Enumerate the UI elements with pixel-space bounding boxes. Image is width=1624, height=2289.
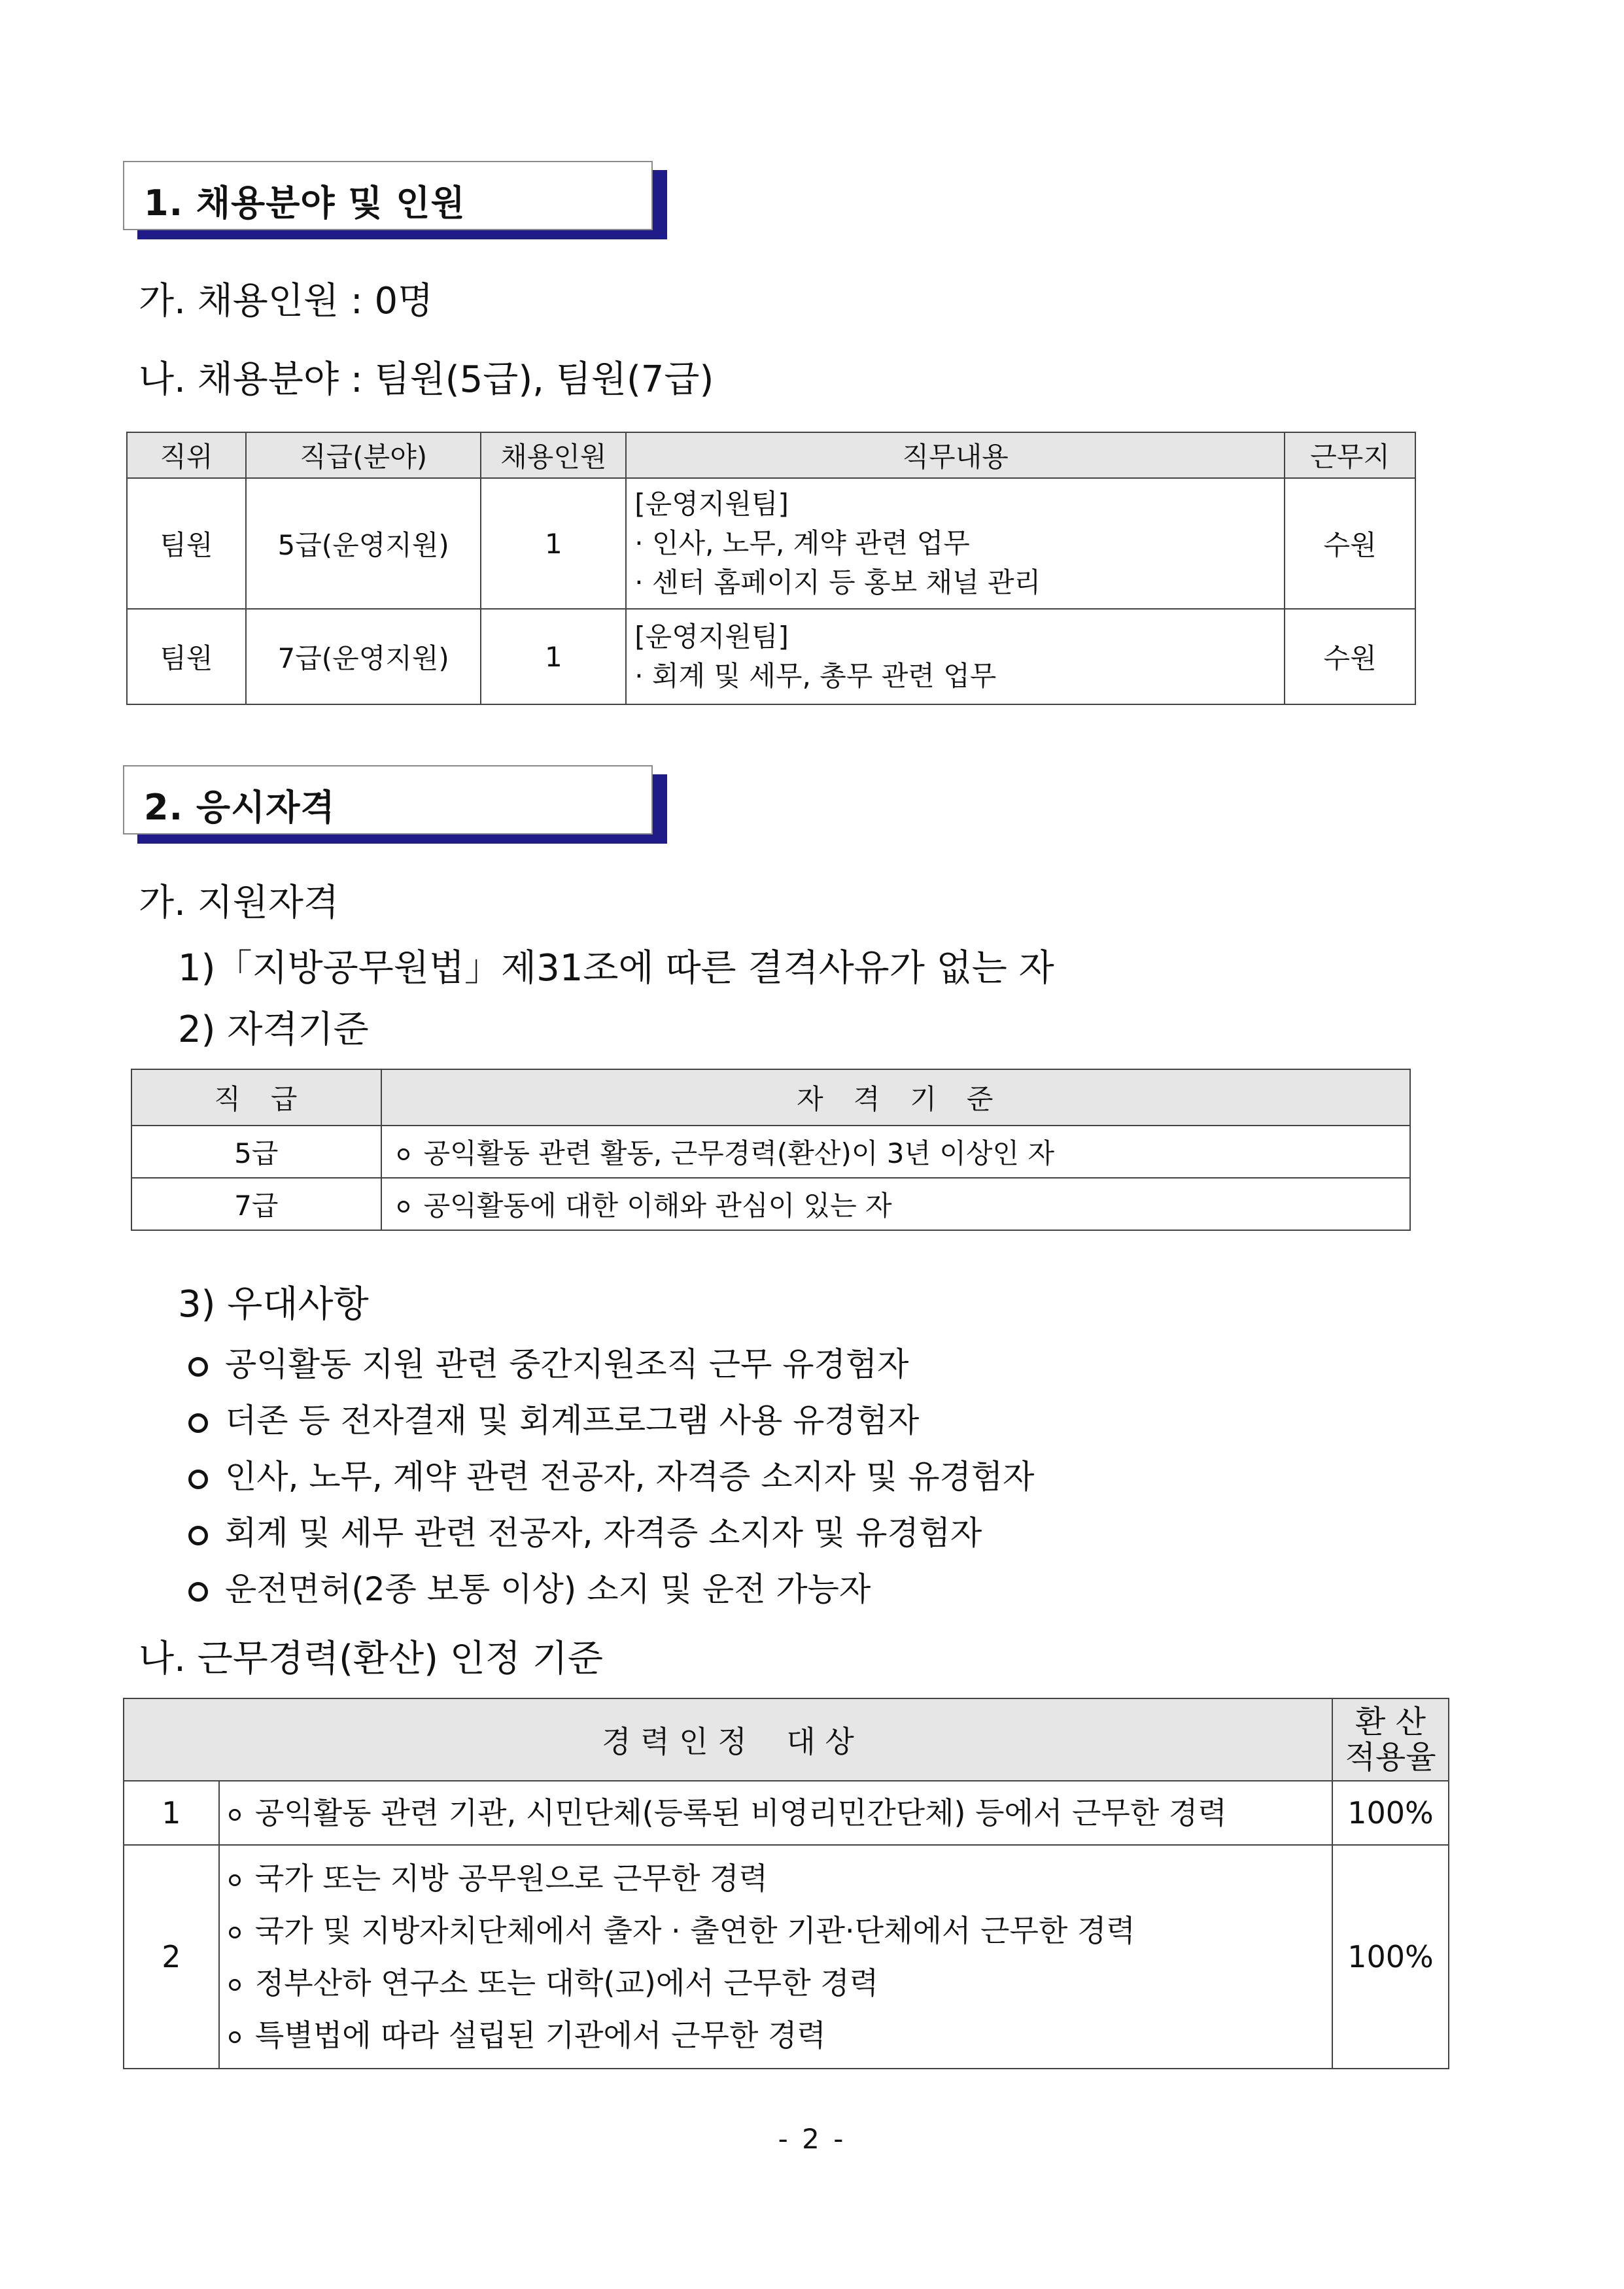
preference-item: [188, 1507, 982, 1554]
preference-text: 회계 및 세무 관련 전공자, 자격증 소지자 및 유경험자: [225, 1514, 982, 1552]
grade-cell: 5급(운영지원): [246, 478, 481, 609]
table-row: [127, 609, 1415, 704]
duty-line: · 회계 및 세무, 총무 관련 업무: [634, 660, 997, 692]
header-box: [123, 765, 653, 835]
criteria-table: [131, 1069, 1411, 1231]
duty-cell: [626, 478, 1285, 609]
preference-heading: 3) 우대사항: [178, 1283, 369, 1326]
duty-line: [운영지원팀]: [634, 621, 789, 653]
count-cell: 1: [481, 609, 626, 704]
qualification-heading: 가. 지원자격: [139, 882, 339, 924]
criteria-text: 공익활동 관련 활동, 근무경력(환산)이 3년 이상인 자: [423, 1137, 1055, 1169]
table-row: [131, 1178, 1410, 1230]
section-2-title: 2. 응시자격: [144, 787, 336, 828]
col-header: 자 격 기 준: [381, 1069, 1410, 1126]
rate-header-line: 적용율: [1345, 1739, 1436, 1776]
career-line: [229, 1904, 1332, 1957]
circle-bullet-icon: [188, 1413, 208, 1433]
preference-text: 더존 등 전자결재 및 회계프로그램 사용 유경험자: [225, 1402, 920, 1439]
circle-bullet-icon: [398, 1201, 409, 1213]
career-heading: 나. 근무경력(환산) 인정 기준: [139, 1638, 603, 1680]
career-text: 특별법에 따라 설립된 기관에서 근무한 경력: [254, 2018, 826, 2053]
col-header: 직급(분야): [246, 432, 481, 478]
section-1-header: [123, 161, 653, 230]
circle-bullet-icon: [229, 2031, 241, 2043]
duty-line: · 인사, 노무, 계약 관련 업무: [634, 527, 970, 559]
career-line: [229, 2009, 1332, 2061]
col-header: 경 력 인 정 대 상: [124, 1698, 1332, 1781]
table-row: [124, 1845, 1449, 2069]
career-text: 정부산하 연구소 또는 대학(교)에서 근무한 경력: [254, 1965, 879, 2001]
recruit-field: 나. 채용분야 : 팀원(5급), 팀원(7급): [139, 358, 714, 401]
preference-item: [188, 1563, 871, 1610]
circle-bullet-icon: [229, 1927, 241, 1938]
rate-header-line: 환 산: [1355, 1704, 1426, 1740]
career-text: 공익활동 관련 기관, 시민단체(등록된 비영리민간단체) 등에서 근무한 경력: [254, 1795, 1227, 1831]
row-number: 1: [124, 1781, 219, 1845]
circle-bullet-icon: [229, 1874, 241, 1886]
career-cell: [219, 1781, 1332, 1845]
career-line: [229, 1852, 1332, 1904]
position-cell: 팀원: [127, 609, 246, 704]
career-table: [123, 1698, 1449, 2069]
col-header: 직무내용: [626, 432, 1285, 478]
table-row: [124, 1781, 1449, 1845]
circle-bullet-icon: [188, 1582, 208, 1602]
table-row: [127, 478, 1415, 609]
circle-bullet-icon: [188, 1357, 208, 1377]
preference-text: 공익활동 지원 관련 중간지원조직 근무 유경험자: [225, 1345, 909, 1383]
qualification-item-1: 1)「지방공무원법」제31조에 따른 결격사유가 없는 자: [178, 947, 1054, 990]
preference-item: [188, 1451, 1034, 1498]
table-header-row: [127, 432, 1415, 478]
circle-bullet-icon: [398, 1148, 409, 1160]
career-cell: [219, 1845, 1332, 2069]
rate-cell: 100%: [1332, 1845, 1449, 2069]
career-text: 국가 또는 지방 공무원으로 근무한 경력: [254, 1861, 768, 1896]
grade-cell: 5급: [131, 1126, 381, 1178]
count-cell: 1: [481, 478, 626, 609]
criteria-text: 공익활동에 대한 이해와 관심이 있는 자: [423, 1190, 892, 1222]
place-cell: 수원: [1285, 478, 1415, 609]
preference-item: [188, 1394, 919, 1441]
career-line: [229, 1787, 1332, 1839]
qualification-item-2: 2) 자격기준: [178, 1008, 369, 1051]
preference-text: 운전면허(2종 보통 이상) 소지 및 운전 가능자: [225, 1570, 871, 1608]
duty-cell: [626, 609, 1285, 704]
duty-line: · 센터 홈페이지 등 홍보 채널 관리: [634, 566, 1041, 598]
preference-item: [188, 1338, 908, 1385]
preference-text: 인사, 노무, 계약 관련 전공자, 자격증 소지자 및 유경험자: [225, 1458, 1035, 1496]
grade-cell: 7급: [131, 1178, 381, 1230]
place-cell: 수원: [1285, 609, 1415, 704]
circle-bullet-icon: [229, 1809, 241, 1821]
career-text: 국가 및 지방자치단체에서 출자 · 출연한 기관·단체에서 근무한 경력: [254, 1913, 1135, 1948]
position-cell: 팀원: [127, 478, 246, 609]
col-header: 근무지: [1285, 432, 1415, 478]
table-header-row: [131, 1069, 1410, 1126]
criteria-cell: [381, 1178, 1410, 1230]
rate-cell: 100%: [1332, 1781, 1449, 1845]
table-header-row: [124, 1698, 1449, 1781]
col-header: 직위: [127, 432, 246, 478]
grade-cell: 7급(운영지원): [246, 609, 481, 704]
row-number: 2: [124, 1845, 219, 2069]
table-row: [131, 1126, 1410, 1178]
circle-bullet-icon: [188, 1526, 208, 1545]
col-header: 직 급: [131, 1069, 381, 1126]
career-line: [229, 1957, 1332, 2009]
criteria-cell: [381, 1126, 1410, 1178]
recruit-table: [126, 432, 1416, 705]
header-box: [123, 161, 653, 230]
col-header: 채용인원: [481, 432, 626, 478]
col-header-rate: [1332, 1698, 1449, 1781]
circle-bullet-icon: [188, 1470, 208, 1489]
duty-line: [운영지원팀]: [634, 488, 789, 520]
page-number: - 2 -: [778, 2123, 846, 2155]
section-1-title: 1. 채용분야 및 인원: [144, 182, 466, 224]
section-2-header: [123, 765, 653, 835]
circle-bullet-icon: [229, 1979, 241, 1991]
recruit-count: 가. 채용인원 : 0명: [139, 280, 434, 322]
